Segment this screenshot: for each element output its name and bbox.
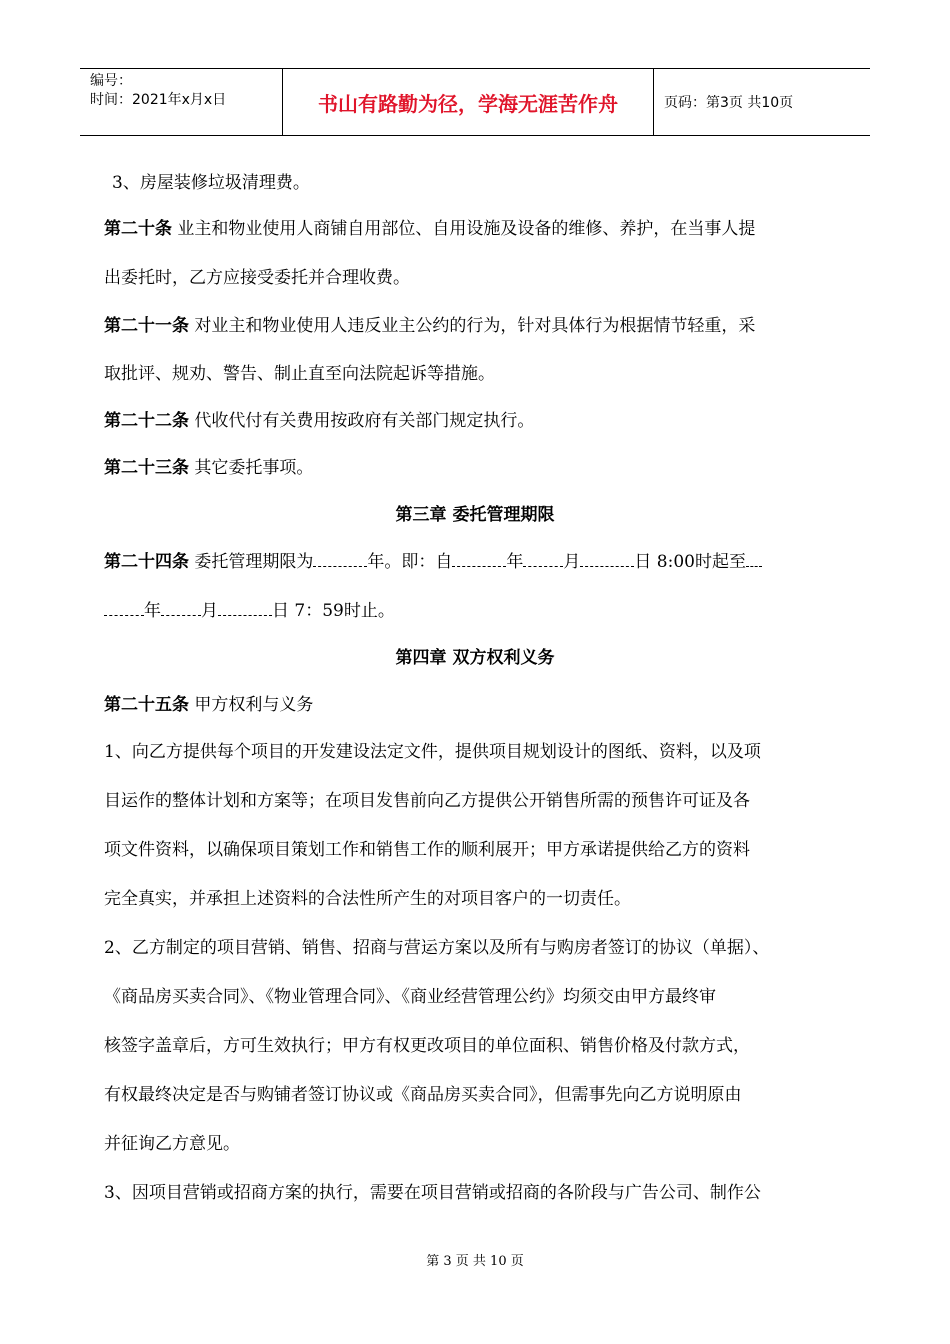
paragraph-line: 3、因项目营销或招商方案的执行，需要在项目营销或招商的各阶段与广告公司、制作公 [104, 1183, 761, 1203]
paragraph-line: 出委托时，乙方应接受委托并合理收费。 [104, 268, 410, 288]
article-text: 代收代付有关费用按政府有关部门规定执行。 [194, 411, 535, 431]
blank-field [746, 552, 762, 567]
paragraph-line: 1、向乙方提供每个项目的开发建设法定文件，提供项目规划设计的图纸、资料，以及项 [104, 742, 761, 762]
article-text: 委托管理期限为 [194, 552, 314, 572]
article-text: 年。即：自 [367, 552, 453, 572]
article-text: 月 [201, 601, 218, 621]
blank-field [104, 601, 144, 616]
article-text: 月 [563, 552, 581, 572]
blank-field [313, 552, 367, 567]
article-text: 日 7：59时止。 [272, 601, 395, 621]
article-23 [104, 453, 313, 478]
paragraph-line: 完全真实，并承担上述资料的合法性所产生的对项目客户的一切责任。 [104, 889, 631, 909]
document-number: 编号： [90, 73, 132, 89]
article-22 [104, 406, 534, 431]
article-title: 第二十四条 [104, 552, 189, 572]
header-meta [80, 69, 282, 135]
paragraph-line: 目运作的整体计划和方案等；在项目发售前向乙方提供公开销售所需的预售许可证及各 [104, 791, 750, 811]
article-title: 第二十一条 [104, 316, 189, 336]
paragraph-line: 并征询乙方意见。 [104, 1134, 240, 1154]
blank-field [161, 601, 201, 616]
chapter-heading: 第四章 双方权利义务 [395, 648, 555, 668]
paragraph-line: 2、乙方制定的项目营销、销售、招商与营运方案以及所有与购房者签订的协议（单据）、 [104, 938, 770, 958]
article-25 [104, 690, 313, 715]
header-motto: 书山有路勤为径，学海无涯苦作舟 [282, 69, 654, 135]
header-page-number: 页码：第3页 共10页 [664, 95, 794, 111]
blank-field [523, 552, 563, 567]
paragraph-line: 3、房屋装修垃圾清理费。 [112, 173, 310, 193]
page-header [80, 68, 870, 136]
paragraph-line: 核签字盖章后，方可生效执行；甲方有权更改项目的单位面积、销售价格及付款方式， [104, 1036, 750, 1056]
article-text: 对业主和物业使用人违反业主公约的行为，针对具体行为根据情节轻重，采 [194, 316, 756, 336]
article-text: 其它委托事项。 [194, 458, 314, 478]
blank-field [452, 552, 506, 567]
article-text: 业主和物业使用人商铺自用部位、自用设施及设备的维修、养护，在当事人提 [177, 219, 756, 239]
paragraph-line: 有权最终决定是否与购铺者签订协议或《商品房买卖合同》，但需事先向乙方说明原由 [104, 1085, 742, 1105]
blank-field [218, 601, 272, 616]
chapter-heading: 第三章 委托管理期限 [395, 505, 555, 525]
blank-field [580, 552, 634, 567]
article-title: 第二十三条 [104, 458, 189, 478]
article-24-continued [104, 596, 395, 621]
article-text: 年 [144, 601, 161, 621]
article-21 [104, 311, 755, 336]
article-20 [104, 214, 755, 239]
paragraph-line: 《商品房买卖合同》、《物业管理合同》、《商业经营管理公约》均须交由甲方最终审 [104, 987, 716, 1007]
article-24 [104, 547, 762, 572]
article-title: 第二十条 [104, 219, 172, 239]
paragraph-line: 项文件资料，以确保项目策划工作和销售工作的顺利展开；甲方承诺提供给乙方的资料 [104, 840, 750, 860]
page-footer: 第 3 页 共 10 页 [426, 1254, 524, 1269]
article-title: 第二十五条 [104, 695, 189, 715]
article-text: 日 8:00时起至 [634, 552, 746, 572]
document-date: 时间：2021年x月x日 [90, 92, 227, 108]
paragraph-line: 取批评、规劝、警告、制止直至向法院起诉等措施。 [104, 364, 495, 384]
article-title: 第二十二条 [104, 411, 189, 431]
article-text: 年 [506, 552, 524, 572]
article-text: 甲方权利与义务 [194, 695, 314, 715]
